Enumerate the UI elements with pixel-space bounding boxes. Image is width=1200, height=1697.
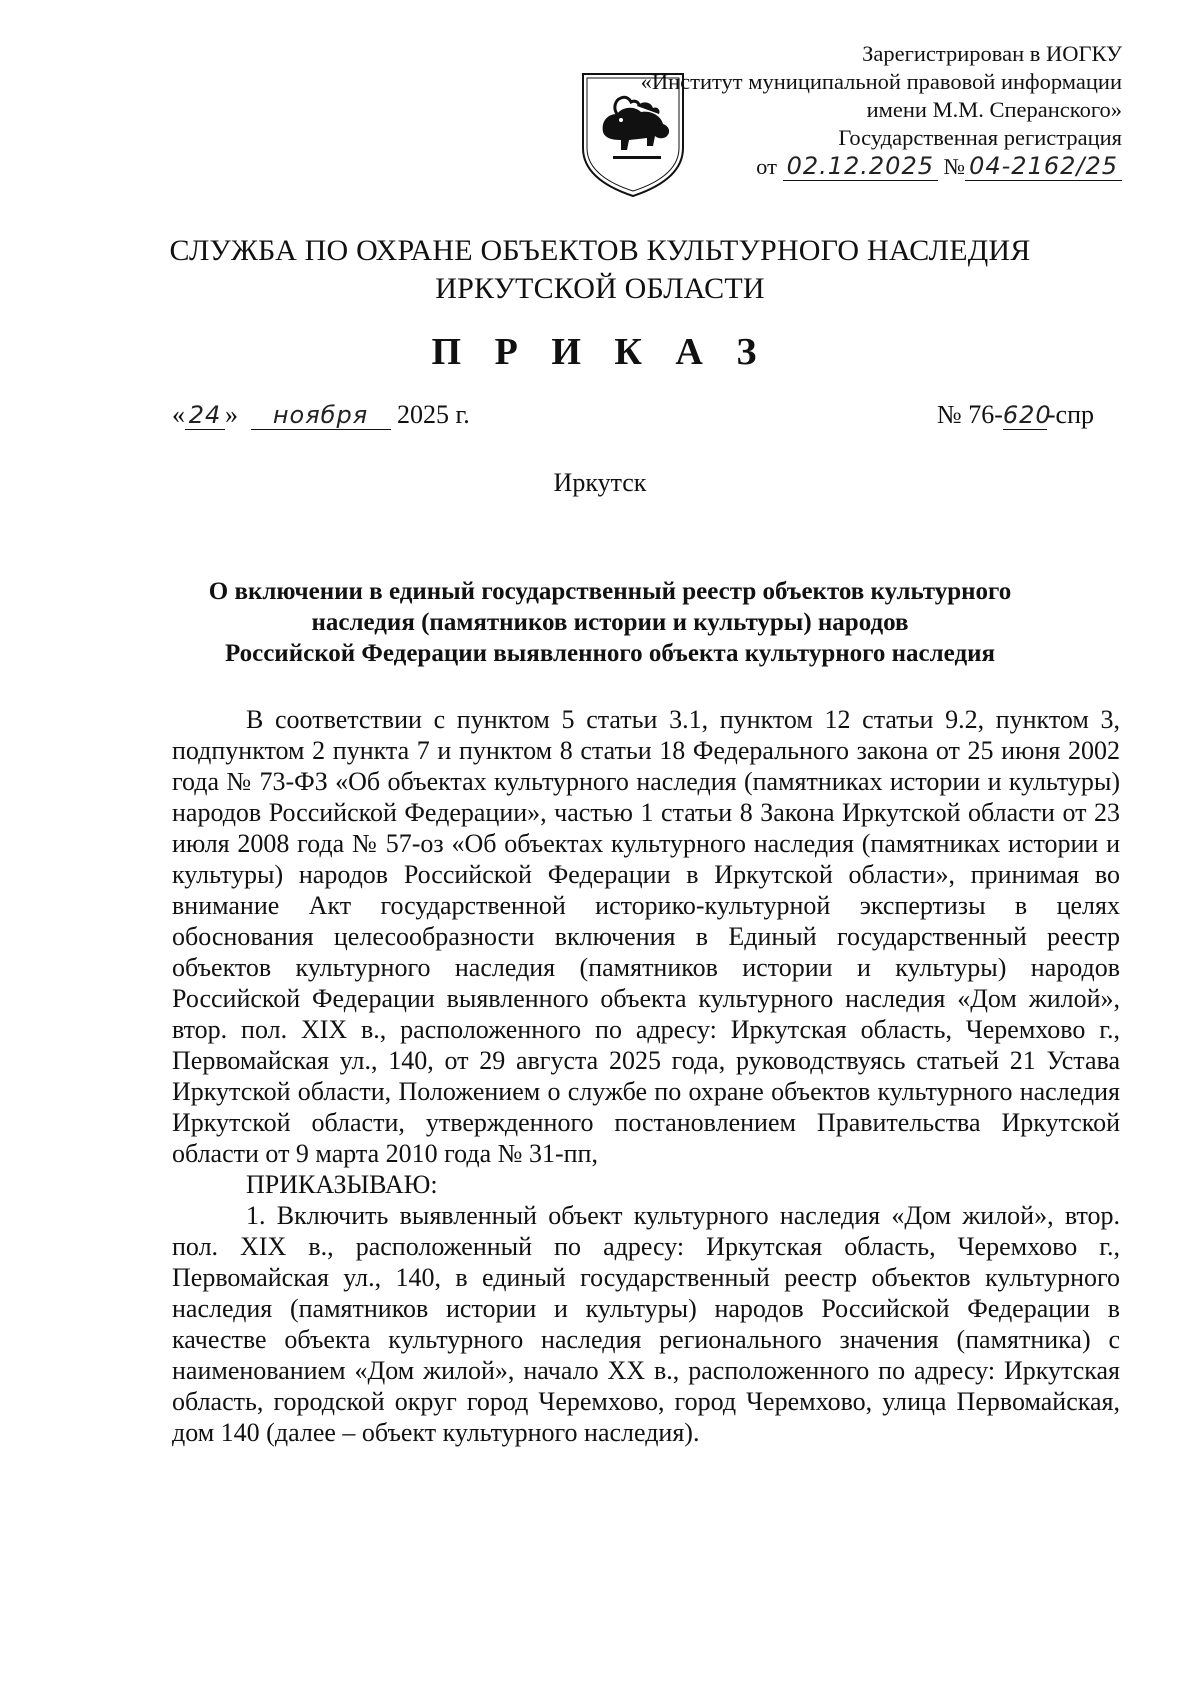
order-date xyxy=(172,400,470,430)
registration-date-number-line xyxy=(602,152,1122,181)
order-number xyxy=(937,400,1094,430)
subject-line-3: Российской Федерации выявленного объекта культурного наследия xyxy=(224,640,996,667)
order-number-suffix: -спр xyxy=(1046,400,1094,429)
registration-line-2: «Институт муниципальной правовой информации xyxy=(640,69,1122,94)
date-month-handwritten: ноября xyxy=(251,401,391,430)
order-command-word: ПРИКАЗЫВАЮ: xyxy=(246,1170,438,1199)
registration-block xyxy=(602,40,1122,181)
date-year: 2025 г. xyxy=(397,400,470,429)
order-number-handwritten: 620 xyxy=(1002,401,1052,429)
registration-number-handwritten: 04-2162/25 xyxy=(965,152,1122,181)
agency-name-line-1: СЛУЖБА ПО ОХРАНЕ ОБЪЕКТОВ КУЛЬТУРНОГО НАСЛЕДИЯ xyxy=(169,234,1031,267)
date-day-handwritten: 24 xyxy=(185,401,225,430)
registration-line-1: Зарегистрирован в ИОГКУ xyxy=(862,41,1122,66)
registration-line-3: имени М.М. Сперанского» xyxy=(866,97,1122,122)
agency-name-line-2: ИРКУТСКОЙ ОБЛАСТИ xyxy=(435,272,765,305)
registration-line-4: Государственная регистрация xyxy=(838,125,1122,150)
preamble-paragraph: В соответствии с пунктом 5 статьи 3.1, пунктом 12 статьи 9.2, пунктом 3, подпунктом 2 пункта 7 и пунктом 8 статьи 18 Федерального закона от 25 июня 2002 года № 73-ФЗ «Об объектах культурного наследия (памятниках истории и культуры) народов Российской Федерации», частью 1 статьи 8 Закона Иркутской области от 23 июля 2008 года № 57-оз «Об объектах культурного наследия (памятниках истории и культуры) народов Российской Федерации в Иркутской области», принимая во внимание Акт государственной историко-культурной экспертизы в целях обоснования целесообразности включения в Единый государственный реестр объектов культурного наследия (памятников истории и культуры) народов Российской Федерации выявленного объекта культурного наследия «Дом жилой», втор. пол. XIX в., расположенного по адресу: Иркутская область, Черемхово г., Первомайская ул., 140, от 29 августа 2025 года, руководствуясь статьей 21 Устава Иркутской области, Положением о службе по охране объектов культурного наследия Иркутской области, утвержденного постановлением Правительства Иркутской области от 9 марта 2010 года № 31-пп, xyxy=(172,705,1120,1168)
registration-date-prefix: от xyxy=(756,154,777,179)
agency-name xyxy=(0,232,1200,308)
subject-line-1: О включении в единый государственный реестр объектов культурного xyxy=(208,578,1012,605)
order-body xyxy=(172,704,1120,1448)
date-open-quote: « xyxy=(172,400,185,429)
city-name: Иркутск xyxy=(553,468,647,497)
registration-number-prefix: № xyxy=(943,154,966,179)
order-item-1: 1. Включить выявленный объект культурного наследия «Дом жилой», втор. пол. XIX в., расположенный по адресу: Иркутская область, Черемхово г., Первомайская ул., 140, в единый государственный реестр объектов культурного наследия (памятников истории и культуры) народов Российской Федерации в качестве объекта культурного наследия регионального значения (памятника) с наименованием «Дом жилой», начало XX в., расположенного по адресу: Иркутская область, городской округ город Черемхово, город Черемхово, улица Первомайская, дом 140 (далее – объект культурного наследия). xyxy=(172,1201,1120,1447)
order-subject-heading xyxy=(150,576,1070,669)
subject-line-2: наследия (памятников истории и культуры) народов xyxy=(311,609,909,636)
document-type-title: П Р И К А З xyxy=(431,331,769,373)
registration-date-handwritten: 02.12.2025 xyxy=(783,152,938,181)
date-close-quote: » xyxy=(225,400,238,429)
order-number-prefix: № 76- xyxy=(936,400,1003,429)
